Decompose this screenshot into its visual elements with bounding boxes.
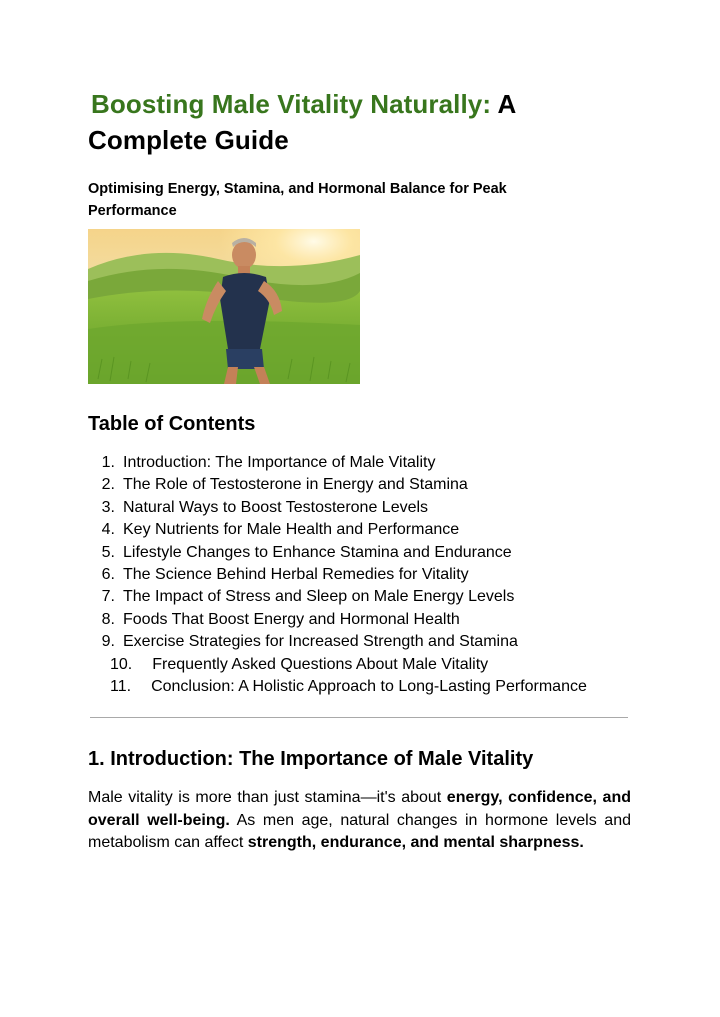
toc-item-label: Conclusion: A Holistic Approach to Long-Lasting Performance	[151, 678, 587, 696]
toc-item[interactable]: 2. The Role of Testosterone in Energy and Stamina	[88, 474, 633, 496]
toc-item[interactable]: 9. Exercise Strategies for Increased Strength and Stamina	[88, 631, 633, 653]
toc-item-label: Key Nutrients for Male Health and Performance	[123, 521, 460, 539]
document-title	[88, 86, 633, 158]
toc-item-label: Frequently Asked Questions About Male Vitality	[152, 655, 489, 673]
toc-item-label: Exercise Strategies for Increased Strength and Stamina	[123, 633, 518, 651]
toc-item[interactable]: 8. Foods That Boost Energy and Hormonal Health	[88, 609, 633, 631]
document-subtitle: Optimising Energy, Stamina, and Hormonal Balance for Peak Performance	[88, 181, 507, 219]
toc-item-label: The Science Behind Herbal Remedies for Vitality	[123, 566, 469, 584]
toc-item[interactable]: 7. The Impact of Stress and Sleep on Male Energy Levels	[88, 586, 633, 608]
toc-item[interactable]: 3. Natural Ways to Boost Testosterone Levels	[88, 497, 633, 519]
toc-item[interactable]: 1. Introduction: The Importance of Male Vitality	[88, 452, 633, 474]
section-heading-introduction: 1. Introduction: The Importance of Male Vitality	[88, 748, 534, 770]
toc-item[interactable]: 4. Key Nutrients for Male Health and Performance	[88, 519, 633, 541]
toc-item-label: The Role of Testosterone in Energy and Stamina	[123, 476, 468, 494]
toc-item-label: Introduction: The Importance of Male Vitality	[123, 454, 436, 471]
toc-item-label: Natural Ways to Boost Testosterone Levels	[123, 498, 429, 516]
document-page	[88, 86, 633, 698]
introduction-paragraph: Male vitality is more than just stamina—it's about energy, confidence, and overall well-being. As men age, natural changes in hormone levels and metabolism can affect strength, endurance, and mental sharpness.	[88, 789, 632, 851]
toc-item[interactable]: 5. Lifestyle Changes to Enhance Stamina and Endurance	[88, 542, 633, 564]
table-of-contents	[88, 452, 633, 698]
hero-image-runner	[88, 229, 360, 384]
toc-item-label: Foods That Boost Energy and Hormonal Health	[123, 610, 460, 628]
toc-item-label: Lifestyle Changes to Enhance Stamina and Endurance	[123, 543, 512, 561]
title-rest: A Complete Guide	[88, 89, 516, 155]
section-divider	[90, 717, 628, 718]
toc-item[interactable]: 10. Frequently Asked Questions About Male Vitality	[88, 654, 633, 676]
toc-item[interactable]: 11. Conclusion: A Holistic Approach to Long-Lasting Performance	[88, 676, 633, 698]
toc-item[interactable]: 6. The Science Behind Herbal Remedies for Vitality	[88, 564, 633, 586]
toc-heading: Table of Contents	[88, 413, 256, 435]
toc-item-label: The Impact of Stress and Sleep on Male Energy Levels	[123, 588, 515, 606]
title-accent: Boosting Male Vitality Naturally:	[91, 89, 492, 119]
